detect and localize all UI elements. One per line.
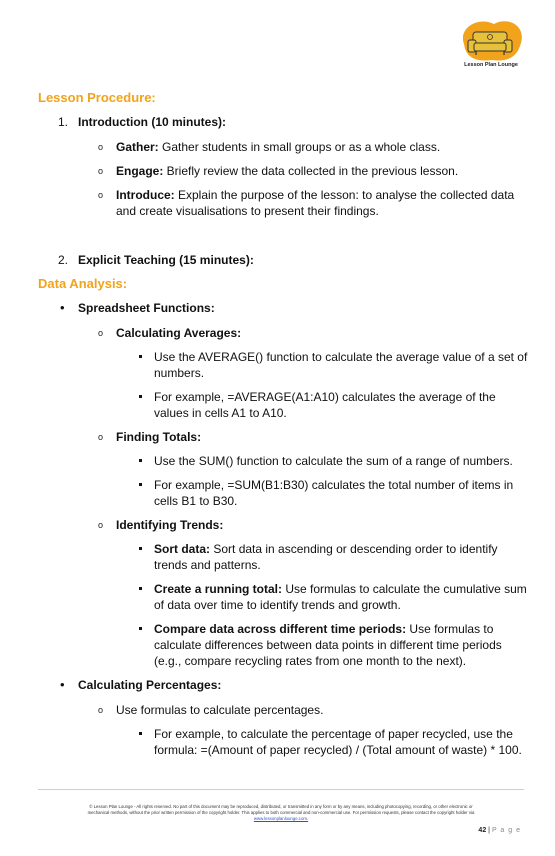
list-item: [116, 163, 458, 179]
list-item-cont: trends and patterns.: [154, 558, 261, 572]
square-bullet: [139, 627, 142, 630]
item-text: Gather students in small groups or as a whole class.: [158, 140, 441, 154]
spreadsheet-title: Spreadsheet Functions:: [78, 301, 215, 315]
list-item-cont: cells B1 to B30.: [154, 494, 238, 508]
square-bullet: [139, 547, 142, 550]
item-text: Sort data in ascending or descending order to identify: [210, 542, 498, 556]
copyright-line: mechanical methods, without the prior written permission of the copyright holder. This applies to both commercial and non-commercial use. For permission requests, please contact the copyright holder via: [87, 810, 475, 815]
circle-bullet: o: [98, 520, 104, 530]
square-bullet: [139, 483, 142, 486]
percentages-title: Calculating Percentages:: [78, 678, 222, 692]
circle-bullet: o: [98, 142, 104, 152]
averages-title: Calculating Averages:: [116, 326, 242, 340]
list-item-cont: formula: =(Amount of paper recycled) / (Total amount of waste) * 100.: [154, 743, 522, 757]
item-label: Engage:: [116, 164, 164, 178]
list-item: Use the AVERAGE() function to calculate the average value of a set of: [154, 350, 528, 364]
list-item: Use the SUM() function to calculate the sum of a range of numbers.: [154, 454, 513, 468]
totals-title: Finding Totals:: [116, 430, 202, 444]
copyright-line: © Lesson Plan Lounge - All rights reserved. No part of this document may be reproduced, distributed, or transmitted in any form or by any means, including photocopying, recording, or other electronic or: [89, 804, 473, 809]
list-item-cont: values in cells A1 to A10.: [154, 406, 287, 420]
square-bullet: [139, 459, 142, 462]
item-text: Briefly review the data collected in the previous lesson.: [163, 164, 459, 178]
logo-text: Lesson Plan Lounge: [464, 62, 518, 68]
list-item: [154, 581, 527, 597]
list-item: Use formulas to calculate percentages.: [116, 703, 324, 717]
bullet: •: [60, 677, 65, 692]
item-label: Introduce:: [116, 188, 175, 202]
explicit-title: Explicit Teaching (15 minutes):: [78, 253, 254, 267]
circle-bullet: o: [98, 705, 104, 715]
footer-divider: [38, 789, 524, 790]
item-text: Use formulas to calculate the cumulative sum: [282, 582, 527, 596]
page-number: [478, 827, 521, 834]
item-label: Sort data:: [154, 542, 211, 556]
list-item-cont: of data over time to identify trends and growth.: [154, 598, 401, 612]
item-text: Use formulas to: [406, 622, 494, 636]
page-word: P a g e: [491, 827, 521, 834]
trends-title: Identifying Trends:: [116, 518, 224, 532]
square-bullet: [139, 395, 142, 398]
list-item: [116, 139, 440, 155]
bullet: •: [60, 300, 65, 315]
square-bullet: [139, 587, 142, 590]
circle-bullet: o: [98, 432, 104, 442]
list-item: [116, 187, 514, 203]
heading-lesson-procedure: Lesson Procedure:: [38, 90, 156, 105]
circle-bullet: o: [98, 190, 104, 200]
list-item: For example, =AVERAGE(A1:A10) calculates the average of the: [154, 390, 496, 404]
intro-title: Introduction (10 minutes):: [78, 115, 226, 129]
page-number-value: 42: [478, 827, 487, 834]
square-bullet: [139, 732, 142, 735]
list-item: [154, 621, 493, 637]
list-item: For example, to calculate the percentage of paper recycled, use the: [154, 727, 513, 741]
list-item: [154, 541, 498, 557]
website-link[interactable]: www.lessonplanlounge.com.: [253, 816, 309, 821]
list-item: For example, =SUM(B1:B30) calculates the total number of items in: [154, 478, 514, 492]
list-number: 2.: [58, 253, 69, 267]
list-item-cont: numbers.: [154, 366, 205, 380]
list-item-cont: calculate differences between data points in different time periods: [154, 638, 502, 652]
page-sep: |: [486, 827, 492, 834]
list-number: 1.: [58, 115, 69, 129]
copyright-notice: [36, 804, 526, 822]
item-label: Compare data across different time periods:: [154, 622, 407, 636]
circle-bullet: o: [98, 166, 104, 176]
item-text-cont: and create visualisations to present their findings.: [116, 204, 379, 218]
item-label: Gather:: [116, 140, 159, 154]
item-text: Explain the purpose of the lesson: to analyse the collected data: [174, 188, 515, 202]
item-label: Create a running total:: [154, 582, 283, 596]
square-bullet: [139, 355, 142, 358]
list-item-cont: (e.g., compare recycling rates from one month to the next).: [154, 654, 467, 668]
heading-data-analysis: Data Analysis:: [38, 276, 128, 291]
circle-bullet: o: [98, 328, 104, 338]
